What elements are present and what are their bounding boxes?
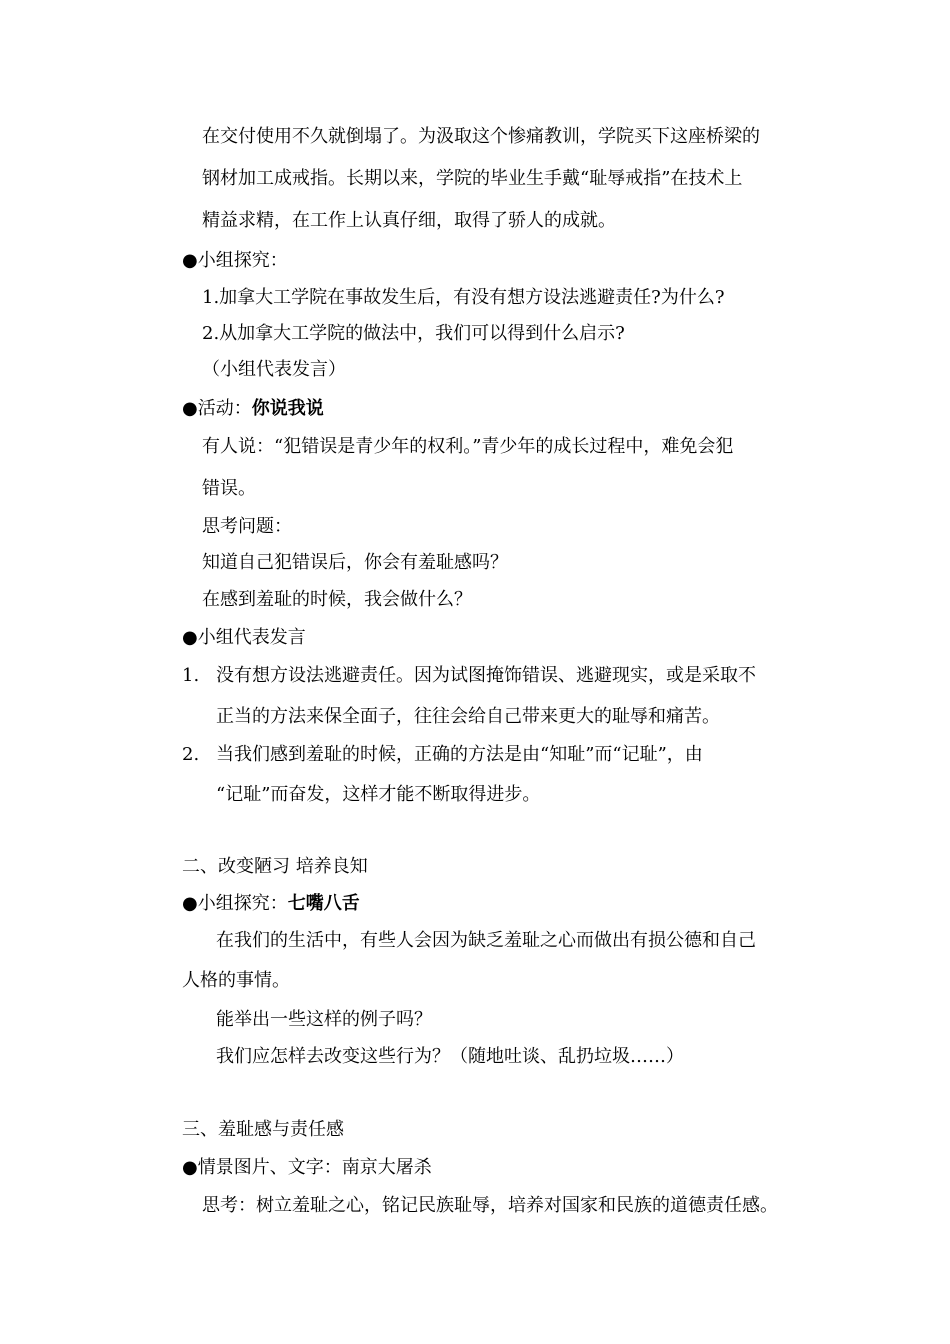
intro-line-3: 精益求精，在工作上认真仔细，取得了骄人的成就。 <box>202 210 616 231</box>
explore-question-1: 1.加拿大工学院在事故发生后，有没有想方设法逃避责任?为什么? <box>202 287 725 308</box>
reply-number-2: 2. <box>182 744 200 765</box>
section-2-question-1: 能举出一些这样的例子吗？ <box>216 1009 432 1030</box>
section-3-heading: 三、羞耻感与责任感 <box>182 1119 344 1140</box>
activity-think: 思考问题： <box>202 516 292 537</box>
section-2-explore-prefix: ●小组探究： <box>182 893 288 914</box>
activity-title: 你说我说 <box>251 398 324 419</box>
reply-2-line-2: “记耻”而奋发，这样才能不断取得进步。 <box>216 784 541 805</box>
section-2-paragraph-line-1: 在我们的生活中，有些人会因为缺乏羞耻之心而做出有损公德和自己 <box>216 930 756 951</box>
activity-question-2: 在感到羞耻的时候，我会做什么？ <box>202 589 472 610</box>
activity-heading <box>182 397 324 421</box>
section-2-paragraph-line-2: 人格的事情。 <box>182 970 290 991</box>
group-reply-heading: ●小组代表发言 <box>182 627 306 648</box>
explore-note: （小组代表发言） <box>202 359 346 380</box>
reply-1-line-2: 正当的方法来保全面子，往往会给自己带来更大的耻辱和痛苦。 <box>216 706 720 727</box>
reply-1-line-1: 没有想方设法逃避责任。因为试图掩饰错误、逃避现实，或是采取不 <box>216 665 756 686</box>
activity-question-1: 知道自己犯错误后，你会有羞耻感吗？ <box>202 552 508 573</box>
section-2-heading: 二、改变陋习 培养良知 <box>182 856 368 877</box>
section-2-explore <box>182 892 360 916</box>
activity-line-1: 有人说：“犯错误是青少年的权利。”青少年的成长过程中，难免会犯 <box>202 436 734 457</box>
reply-2-line-1: 当我们感到羞耻的时候，正确的方法是由“知耻”而“记耻”，由 <box>216 744 703 765</box>
intro-line-1: 在交付使用不久就倒塌了。为汲取这个惨痛教训，学院买下这座桥梁的 <box>202 126 760 147</box>
intro-line-2: 钢材加工成戒指。长期以来，学院的毕业生手戴“耻辱戒指”在技术上 <box>202 168 743 189</box>
reply-number-1: 1. <box>182 665 200 686</box>
activity-prefix: ●活动： <box>182 398 252 419</box>
section-3-scene: ●情景图片、文字：南京大屠杀 <box>182 1157 432 1178</box>
activity-line-2: 错误。 <box>202 478 256 499</box>
group-explore-heading: ●小组探究： <box>182 250 288 271</box>
explore-question-2: 2.从加拿大工学院的做法中，我们可以得到什么启示? <box>202 323 625 344</box>
section-2-explore-title: 七嘴八舌 <box>287 893 360 914</box>
section-2-question-2: 我们应怎样去改变这些行为？（随地吐谈、乱扔垃圾……） <box>216 1046 684 1067</box>
section-3-think: 思考：树立羞耻之心，铭记民族耻辱，培养对国家和民族的道德责任感。 <box>202 1195 778 1216</box>
